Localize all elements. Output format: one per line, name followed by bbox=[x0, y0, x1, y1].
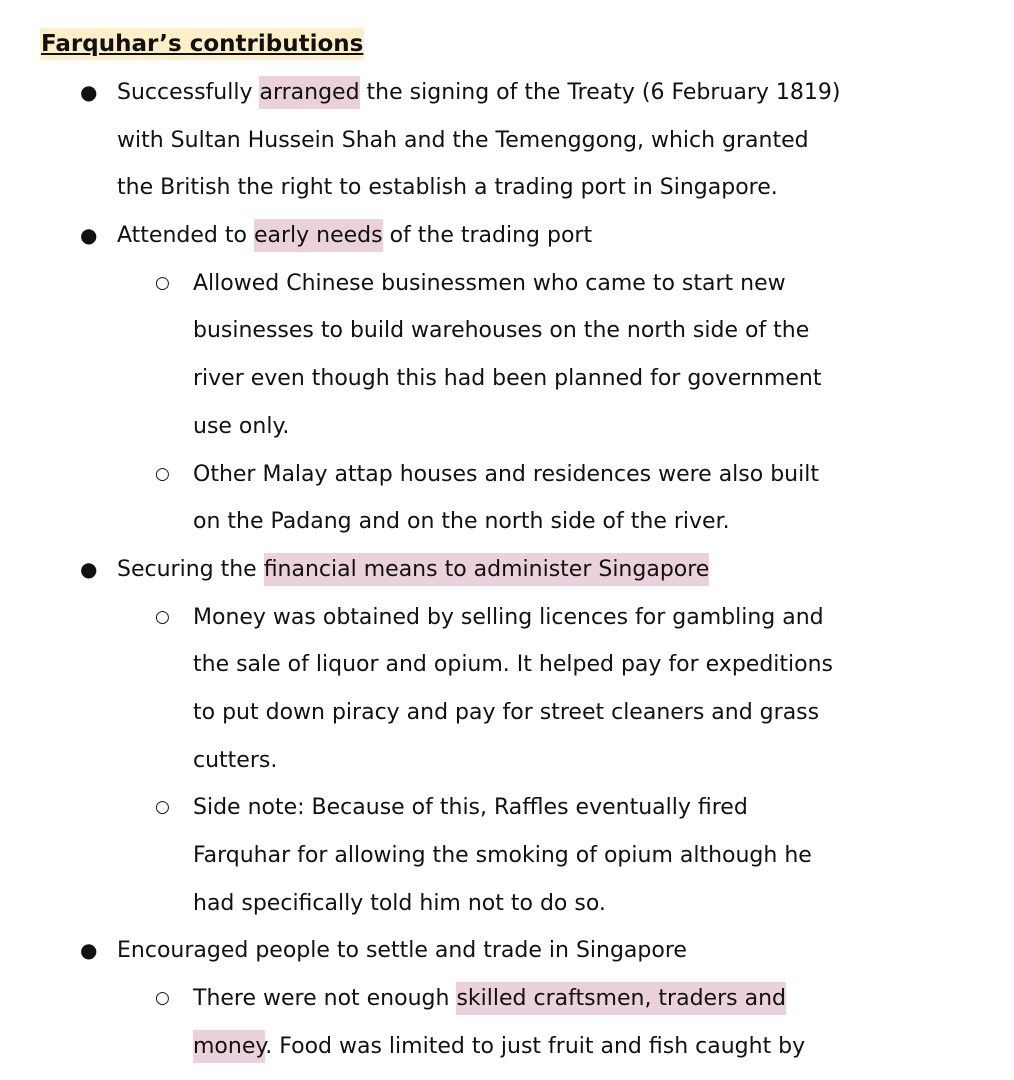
bullet-icon: ● bbox=[80, 223, 98, 248]
sub-list-item-line bbox=[0, 307, 1014, 355]
list-item-line bbox=[0, 546, 1014, 594]
sub-list-item-line bbox=[0, 880, 1014, 928]
text: use only. bbox=[193, 413, 290, 439]
sub-list-item-line bbox=[0, 975, 1014, 1023]
text: cutters. bbox=[193, 747, 278, 773]
text: Securing the bbox=[117, 556, 264, 582]
highlighted-text: arranged bbox=[259, 76, 359, 109]
text: Money was obtained by selling licences for gambling and bbox=[193, 604, 824, 630]
text: on the Padang and on the north side of the river. bbox=[193, 509, 730, 535]
text: Allowed Chinese businessmen who came to start new bbox=[193, 270, 786, 296]
text: There were not enough bbox=[193, 986, 457, 1012]
sub-list-item-line bbox=[0, 260, 1014, 308]
bullet-icon: ● bbox=[80, 80, 98, 104]
sub-list-item-line bbox=[0, 594, 1014, 642]
list-item-line bbox=[0, 69, 1014, 117]
text: of the trading port bbox=[382, 223, 593, 249]
list-item-line bbox=[0, 212, 1014, 260]
text: Farquhar for allowing the smoking of opium although he bbox=[193, 843, 812, 868]
text: to put down piracy and pay for street cleaners and grass bbox=[193, 699, 820, 725]
sub-list-item-line bbox=[0, 832, 1014, 880]
sub-list-item-line bbox=[0, 451, 1014, 499]
list-item-line bbox=[0, 927, 1014, 975]
hollow-bullet-icon: ○ bbox=[155, 272, 170, 293]
hollow-bullet-icon: ○ bbox=[155, 797, 170, 818]
text: the British the right to establish a trading port in Singapore. bbox=[117, 175, 778, 201]
sub-list-item-line bbox=[0, 784, 1014, 832]
list-item-line bbox=[0, 164, 1014, 212]
text: the sale of liquor and opium. It helped pay for expeditions bbox=[193, 652, 833, 678]
bullet-list bbox=[0, 69, 1014, 1070]
text: . Food was limited to just fruit and fish caught by bbox=[265, 1033, 806, 1059]
sub-list-item-line bbox=[0, 689, 1014, 737]
text: Side note: Because of this, Raffles eventually fired bbox=[193, 795, 748, 821]
text: the signing of the Treaty (6 February 1819) bbox=[359, 80, 841, 105]
highlighted-text: financial means to administer Singapore bbox=[264, 553, 710, 586]
sub-list-item-line bbox=[0, 737, 1014, 785]
bullet-icon: ● bbox=[80, 556, 98, 581]
text: businesses to build warehouses on the north side of the bbox=[193, 318, 810, 344]
text: river even though this had been planned for government bbox=[193, 366, 822, 392]
sub-list-item-line bbox=[0, 1023, 1014, 1071]
sub-list-item-line bbox=[0, 641, 1014, 689]
bullet-icon: ● bbox=[80, 938, 98, 963]
hollow-bullet-icon: ○ bbox=[155, 606, 170, 627]
highlighted-text: skilled craftsmen, traders and bbox=[456, 982, 786, 1015]
sub-list-item-line bbox=[0, 403, 1014, 451]
section-heading: Farquhar’s contributions bbox=[40, 28, 364, 60]
text: Encouraged people to settle and trade in Singapore bbox=[117, 938, 687, 964]
hollow-bullet-icon: ○ bbox=[155, 988, 170, 1009]
text: Other Malay attap houses and residences were also built bbox=[193, 461, 819, 487]
sub-list-item-line bbox=[0, 355, 1014, 403]
list-item-line bbox=[0, 117, 1014, 165]
highlighted-text: early needs bbox=[254, 219, 383, 252]
text: Successfully bbox=[117, 80, 260, 105]
hollow-bullet-icon: ○ bbox=[155, 463, 170, 484]
highlighted-text: money bbox=[193, 1030, 265, 1063]
text: had specifically told him not to do so. bbox=[193, 890, 606, 916]
text: with Sultan Hussein Shah and the Temenggong, which granted bbox=[117, 127, 809, 153]
sub-list-item-line bbox=[0, 498, 1014, 546]
text: Attended to bbox=[117, 223, 254, 249]
